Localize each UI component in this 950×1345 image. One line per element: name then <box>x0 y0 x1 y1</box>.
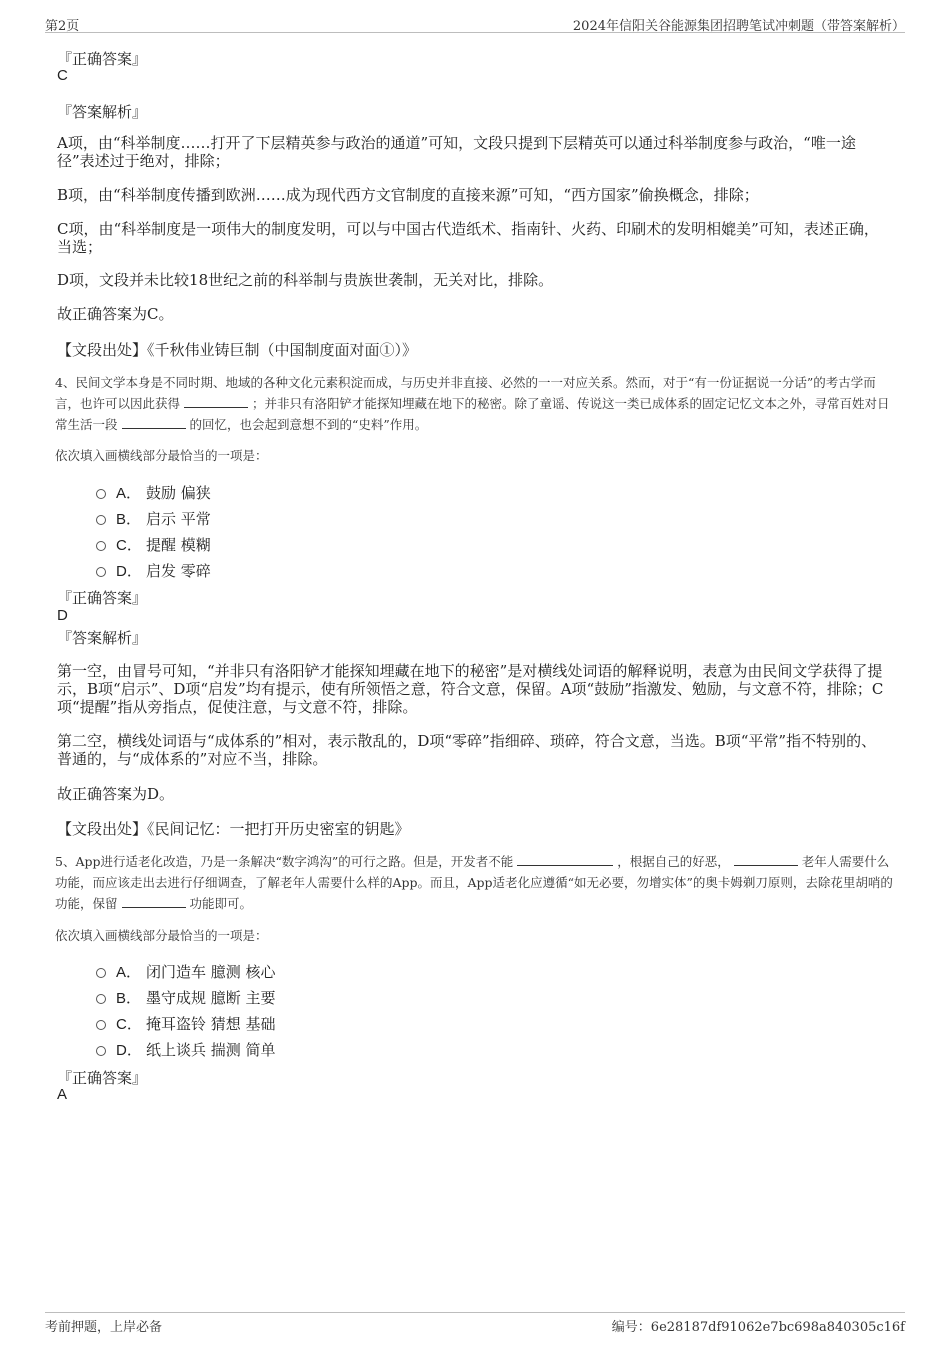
q4-option-d[interactable] <box>96 557 211 583</box>
q5-prompt: 依次填入画横线部分最恰当的一项是： <box>55 928 268 943</box>
option-letter: D． <box>116 562 142 580</box>
q4-answer-label: 『正确答案』 <box>57 589 148 607</box>
q3-analysis-b: B项，由“科举制度传播到欧洲……成为现代西方文官制度的直接来源”可知，“西方国家”偷换概念，排除； <box>57 186 759 204</box>
option-letter: A． <box>116 963 142 981</box>
option-letter: B． <box>116 989 142 1007</box>
q5-text-part4: 功能即可。 <box>189 896 252 911</box>
option-text: 墨守成规 臆断 主要 <box>146 988 276 1007</box>
radio-icon[interactable] <box>96 489 106 499</box>
footer-slogan: 考前押题，上岸必备 <box>45 1320 163 1335</box>
q4-prompt: 依次填入画横线部分最恰当的一项是： <box>55 448 268 463</box>
q5-answer-label: 『正确答案』 <box>57 1069 148 1087</box>
document-code: 编号：6e28187df91062e7bc698a840305c16f <box>611 1320 905 1335</box>
q4-text-part3: 的回忆，也会起到意想不到的“史料”作用。 <box>189 417 428 432</box>
q3-analysis-a: A项，由“科举制度……打开了下层精英参与政治的通道”可知，文段只提到下层精英可以通过科举制度参与政治，“唯一途径”表述过于绝对，排除； <box>57 134 856 170</box>
q5-option-a[interactable] <box>96 958 276 984</box>
q5-options <box>96 958 276 1062</box>
q4-blank-1 <box>184 393 248 408</box>
option-letter: D． <box>116 1041 142 1059</box>
q4-blank-2 <box>122 414 186 429</box>
q5-blank-1 <box>517 851 613 866</box>
q5-text-part2: ，根据自己的好恶， <box>617 854 730 869</box>
option-letter: C． <box>116 536 142 554</box>
q5-option-c[interactable] <box>96 1010 276 1036</box>
q3-source: 【文段出处】《千秋伟业铸巨制（中国制度面对面①）》 <box>57 341 418 359</box>
radio-icon[interactable] <box>96 541 106 551</box>
q4-conclusion: 故正确答案为D。 <box>57 785 175 803</box>
radio-icon[interactable] <box>96 1020 106 1030</box>
q4-analysis-1: 第一空，由冒号可知，“并非只有洛阳铲才能探知埋藏在地下的秘密”是对横线处词语的解释说明，表意为由民间文学获得了提示，B项“启示”、D项“启发”均有提示，使有所领悟之意，符合文意，保留。A项“鼓励”指激发、勉励，与文意不符，排除；C项“提醒”指从旁指点，促使注意，与文意不符，排除。 <box>57 662 884 716</box>
radio-icon[interactable] <box>96 968 106 978</box>
q3-analysis-d: D项，文段并未比较18世纪之前的科举制与贵族世袭制，无关对比，排除。 <box>57 271 554 289</box>
document-title: 2024年信阳关谷能源集团招聘笔试冲刺题（带答案解析） <box>572 19 905 34</box>
q5-text-part1: 5、App进行适老化改造，乃是一条解决“数字鸿沟”的可行之路。但是，开发者不能 <box>55 854 514 869</box>
q4-option-b[interactable] <box>96 505 211 531</box>
q4-answer: D <box>57 607 68 624</box>
page-footer <box>45 1312 905 1338</box>
q4-options <box>96 479 211 583</box>
q4-text-part1: 4、民间文学本身是不同时期、地域的各种文化元素积淀而成，与历史并非直接、必然的一一对应关系。然而，对于“有一份证据说一分话”的考古学而言，也许可以因此获得 <box>55 375 876 411</box>
radio-icon[interactable] <box>96 515 106 525</box>
q5-answer: A <box>57 1086 68 1103</box>
option-text: 启发 零碎 <box>146 561 211 580</box>
q4-analysis-label: 『答案解析』 <box>57 629 148 647</box>
option-text: 鼓励 偏狭 <box>146 483 211 502</box>
q4-question-text <box>55 372 897 435</box>
radio-icon[interactable] <box>96 994 106 1004</box>
option-letter: A． <box>116 484 142 502</box>
option-letter: C． <box>116 1015 142 1033</box>
q5-option-d[interactable] <box>96 1036 276 1062</box>
q4-source: 【文段出处】《民间记忆：一把打开历史密室的钥匙》 <box>57 820 410 838</box>
q5-option-b[interactable] <box>96 984 276 1010</box>
option-text: 闭门造车 臆测 核心 <box>146 962 276 981</box>
q4-option-c[interactable] <box>96 531 211 557</box>
q5-question-text <box>55 851 897 914</box>
q4-text-part2: ；并非只有洛阳铲才能探知埋藏在地下的秘密。除了童谣、传说这一类已成体系的固定记忆文本之外，寻常百姓对日常生活一段 <box>55 396 890 432</box>
option-text: 纸上谈兵 揣测 简单 <box>146 1040 276 1059</box>
option-text: 掩耳盗铃 猜想 基础 <box>146 1014 276 1033</box>
option-text: 提醒 模糊 <box>146 535 211 554</box>
option-letter: B． <box>116 510 142 528</box>
q3-analysis-c: C项，由“科举制度是一项伟大的制度发明，可以与中国古代造纸术、指南针、火药、印刷术的发明相媲美”可知，表述正确，当选； <box>57 220 879 256</box>
q5-blank-3 <box>122 893 186 908</box>
q3-answer: C <box>57 67 68 84</box>
q5-blank-2 <box>734 851 798 866</box>
q3-conclusion: 故正确答案为C。 <box>57 305 174 323</box>
q4-analysis-2: 第二空，横线处词语与“成体系的”相对，表示散乱的，D项“零碎”指细碎、琐碎，符合文意，当选。B项“平常”指不特别的、普通的，与“成体系的”对应不当，排除。 <box>57 732 877 768</box>
page-number: 第2页 <box>45 19 80 34</box>
radio-icon[interactable] <box>96 1046 106 1056</box>
option-text: 启示 平常 <box>146 509 211 528</box>
q3-analysis-label: 『答案解析』 <box>57 103 148 121</box>
q5-text-part3: 老年人需要什么功能，而应该走出去进行仔细调查，了解老年人需要什么样的App。而且，App适老化应遵循“如无必要，勿增实体”的奥卡姆剃刀原则，去除花里胡哨的功能，保留 <box>55 854 893 911</box>
q4-option-a[interactable] <box>96 479 211 505</box>
page-header <box>45 12 905 33</box>
radio-icon[interactable] <box>96 567 106 577</box>
q3-answer-label: 『正确答案』 <box>57 50 148 68</box>
